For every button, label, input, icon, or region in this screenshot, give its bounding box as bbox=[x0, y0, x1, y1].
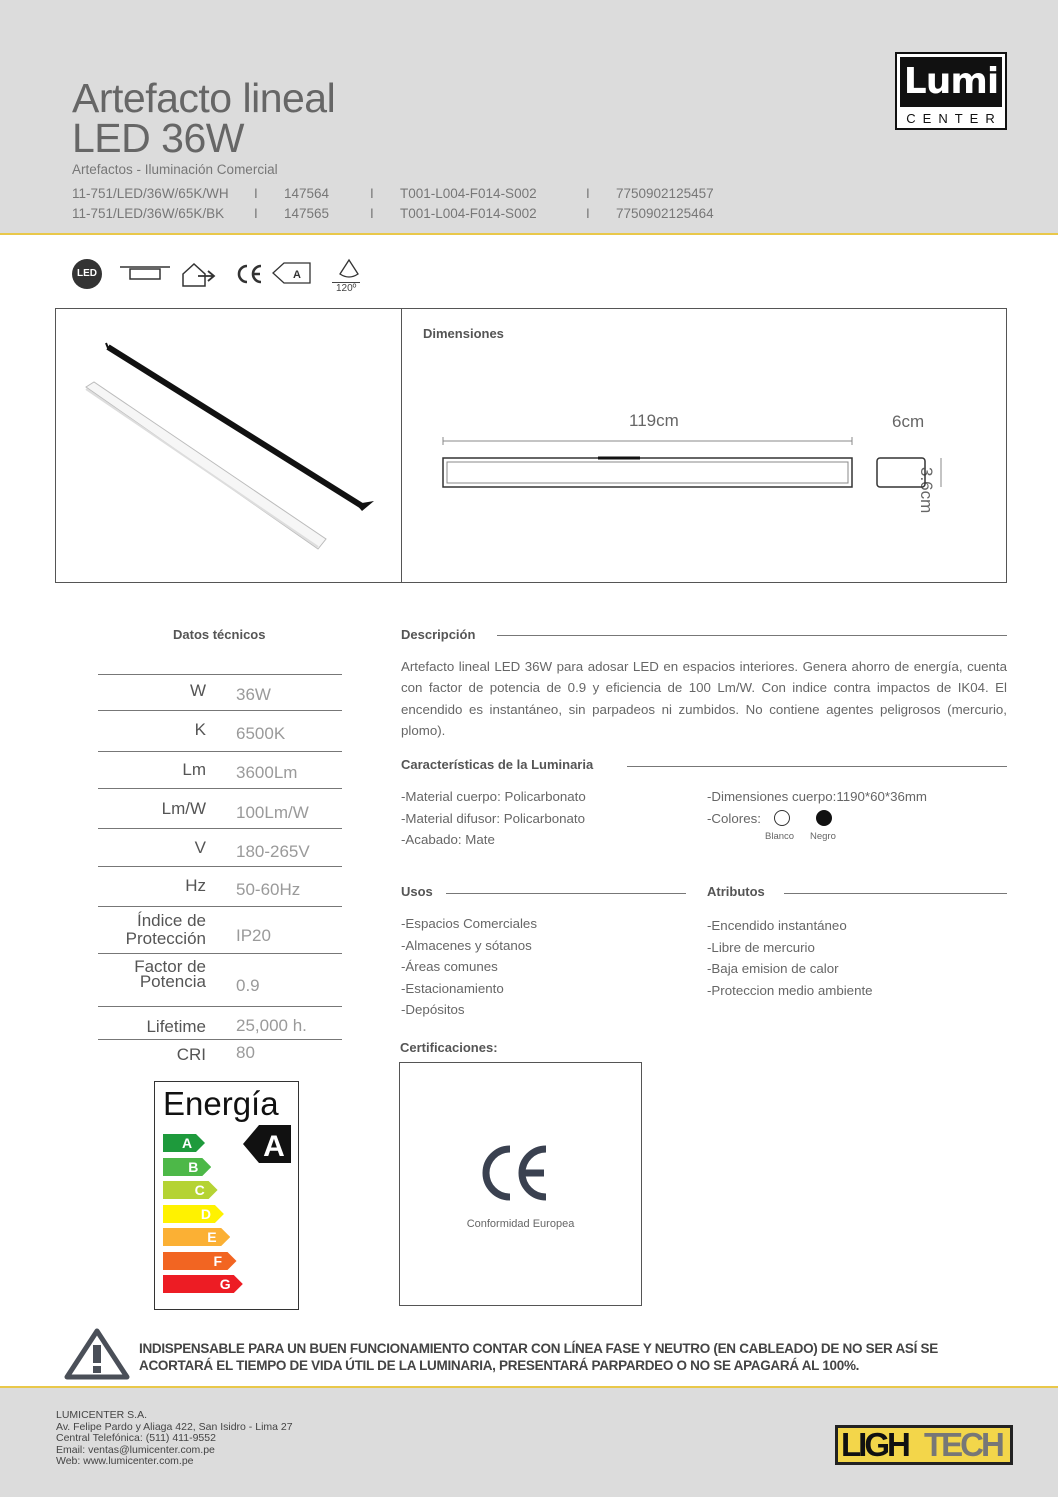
table-row bbox=[98, 710, 342, 751]
certification-box bbox=[399, 1062, 642, 1306]
list-item: -Acabado: Mate bbox=[401, 832, 495, 847]
certification-caption: Conformidad Europea bbox=[466, 1218, 575, 1230]
list-item: -Estacionamiento bbox=[401, 980, 504, 996]
sku: 147565 bbox=[284, 205, 330, 221]
features-list bbox=[401, 786, 586, 851]
color-black-label: Negro bbox=[810, 831, 836, 842]
energy-class-bar bbox=[163, 1275, 243, 1293]
energy-class-bar bbox=[163, 1158, 211, 1176]
table-row bbox=[98, 674, 342, 710]
energy-class-bar bbox=[163, 1205, 224, 1223]
dimension-drawing bbox=[436, 434, 956, 494]
list-item: -Libre de mercurio bbox=[707, 939, 815, 955]
spec-label: W bbox=[189, 681, 206, 700]
product-image-box bbox=[55, 308, 1007, 583]
energy-label bbox=[154, 1081, 299, 1310]
colors-label: -Colores: bbox=[707, 810, 761, 826]
lightech-right: TECH bbox=[924, 1426, 1002, 1463]
beam-angle-label: 120º bbox=[332, 282, 360, 294]
spec-value: 36W bbox=[236, 685, 271, 704]
energy-class-letter: A bbox=[182, 1135, 193, 1151]
ceiling-mount-icon bbox=[120, 264, 170, 284]
list-item: -Encendido instantáneo bbox=[707, 918, 847, 933]
description-text: Artefacto lineal LED 36W para adosar LED en espacios interiores. Genera ahorro de energía, cuenta con factor de potencia de 0.9 y eficiencia de 100 Lm/W. Con indice contra impactos de IK04. El encendido es instantáneo, sin parpadeos ni zumbidos. No contiene agentes peligrosos (mercurio, plomo). bbox=[401, 659, 1007, 738]
spec-label: Lifetime bbox=[146, 1017, 206, 1036]
section-rule bbox=[497, 635, 1007, 636]
section-rule bbox=[446, 893, 686, 894]
ean-code: 7750902125457 bbox=[616, 185, 714, 201]
header bbox=[0, 0, 1058, 235]
warning-icon bbox=[64, 1328, 130, 1380]
spec-value: IP20 bbox=[236, 926, 271, 945]
model-code: 11-751/LED/36W/65K/BK bbox=[72, 205, 225, 221]
certifications-title: Certificaciones: bbox=[400, 1040, 498, 1055]
spec-label: K bbox=[194, 720, 206, 739]
lightech-logo bbox=[835, 1425, 1013, 1465]
color-swatch-black bbox=[816, 810, 832, 826]
energy-class-icon bbox=[272, 262, 312, 284]
logo-bottom: CENTER bbox=[906, 111, 1002, 126]
separator: I bbox=[254, 205, 258, 221]
energy-class-bar bbox=[163, 1228, 230, 1246]
separator: I bbox=[370, 205, 374, 221]
spec-label: Lm bbox=[182, 760, 206, 779]
model-code: 11-751/LED/36W/65K/WH bbox=[72, 185, 229, 201]
list-item: -Proteccion medio ambiente bbox=[707, 982, 873, 998]
width-label: 6cm bbox=[892, 412, 925, 431]
attributes-title: Atributos bbox=[707, 884, 765, 899]
energy-rating: A bbox=[263, 1130, 285, 1163]
features-title: Características de la Luminaria bbox=[401, 757, 594, 772]
list-item: -Material cuerpo: Policarbonato bbox=[401, 789, 586, 804]
company-info bbox=[56, 1410, 293, 1468]
section-rule bbox=[627, 766, 1007, 767]
table-row bbox=[98, 1039, 342, 1069]
ce-mark-icon bbox=[480, 1143, 552, 1203]
table-row bbox=[98, 1006, 342, 1039]
spec-value: 3600Lm bbox=[236, 763, 298, 782]
list-item: -Espacios Comerciales bbox=[401, 916, 537, 931]
length-label: 119cm bbox=[629, 411, 679, 430]
warning-text: INDISPENSABLE PARA UN BUEN FUNCIONAMIENTO CONTAR CON LÍNEA FASE Y NEUTRO (EN CABLEADO) DE NO SER ASÍ SE ACORTARÁ EL TIEMPO DE VIDA ÚTIL DE LA LUMINARIA, PRESENTARÁ PARPARDEO O NO SE APAGARÁ AL 100%. bbox=[139, 1341, 938, 1373]
list-item: -Dimensiones cuerpo:1190*60*36mm bbox=[707, 789, 928, 804]
table-row bbox=[98, 788, 342, 828]
spec-label: Hz bbox=[185, 876, 206, 895]
table-row bbox=[98, 953, 342, 1006]
led-icon: LED bbox=[72, 259, 102, 289]
list-item: -Áreas comunes bbox=[401, 959, 498, 974]
attributes-list bbox=[707, 915, 873, 1001]
product-codes bbox=[72, 183, 714, 223]
ce-mark-icon bbox=[235, 262, 263, 286]
page-title bbox=[72, 75, 336, 161]
sku: 147564 bbox=[284, 185, 330, 201]
tech-data-table bbox=[98, 674, 342, 1069]
lumicenter-logo bbox=[895, 52, 1007, 130]
separator: I bbox=[586, 185, 590, 201]
ean-code: 7750902125464 bbox=[616, 205, 714, 221]
product-photo bbox=[56, 309, 401, 584]
company-email: Email: ventas@lumicenter.com.pe bbox=[56, 1443, 215, 1456]
separator: I bbox=[586, 205, 590, 221]
indoor-use-icon bbox=[180, 260, 216, 288]
spec-value: 25,000 h. bbox=[236, 1016, 307, 1035]
beam-angle-icon bbox=[336, 258, 362, 280]
spec-value: 50-60Hz bbox=[236, 880, 301, 899]
energy-class-label: A bbox=[293, 269, 301, 281]
spec-label: Índice de Protección bbox=[125, 911, 206, 948]
energy-class-letter: F bbox=[213, 1252, 223, 1269]
dimensions-title: Dimensiones bbox=[423, 326, 504, 341]
spec-value: 180-265V bbox=[236, 842, 310, 861]
energy-class-bar bbox=[163, 1181, 218, 1199]
category: Artefactos - Iluminación Comercial bbox=[72, 162, 278, 177]
height-label: 3.6cm bbox=[917, 467, 936, 514]
energy-rating-badge bbox=[243, 1125, 293, 1163]
energy-class-bar bbox=[163, 1134, 205, 1152]
energy-class-letter: E bbox=[207, 1229, 217, 1245]
energy-class-letter: B bbox=[188, 1158, 199, 1175]
spec-value: 6500K bbox=[236, 724, 286, 743]
code-row bbox=[72, 183, 714, 203]
separator: I bbox=[370, 185, 374, 201]
company-name: LUMICENTER S.A. bbox=[56, 1409, 148, 1421]
spec-label: V bbox=[194, 838, 206, 857]
company-address: Av. Felipe Pardo y Aliaga 422, San Isidro - Lima 27 bbox=[56, 1420, 293, 1433]
lightech-left: LIGH bbox=[841, 1426, 908, 1463]
spec-value: 80 bbox=[236, 1043, 255, 1062]
table-row bbox=[98, 866, 342, 906]
divider bbox=[401, 309, 402, 582]
feature-icons bbox=[72, 256, 392, 296]
table-row bbox=[98, 828, 342, 866]
spec-label: CRI bbox=[176, 1045, 206, 1064]
uses-list bbox=[401, 913, 537, 1021]
list-item: -Depósitos bbox=[401, 1002, 465, 1017]
list-item: -Almacenes y sótanos bbox=[401, 937, 532, 953]
color-white-label: Blanco bbox=[765, 831, 795, 842]
logo-top: Lumi bbox=[900, 57, 1002, 107]
uses-title: Usos bbox=[401, 884, 433, 899]
energy-class-letter: C bbox=[194, 1182, 205, 1198]
company-web: Web: www.lumicenter.com.pe bbox=[56, 1455, 194, 1467]
energy-class-bar bbox=[163, 1252, 237, 1270]
energy-class-letter: G bbox=[219, 1276, 231, 1292]
company-phone: Central Telefónica: (511) 411-9552 bbox=[56, 1432, 216, 1444]
color-swatch-white bbox=[774, 810, 790, 826]
description-title: Descripción bbox=[401, 627, 476, 642]
section-rule bbox=[784, 893, 1007, 894]
list-item: -Baja emision de calor bbox=[707, 961, 839, 976]
code-row bbox=[72, 203, 714, 223]
spec-label: Factor de Potencia bbox=[134, 957, 206, 991]
title-line-2: LED 36W bbox=[72, 115, 244, 161]
title-line-1: Artefacto lineal bbox=[72, 75, 336, 121]
tech-data-title: Datos técnicos bbox=[173, 627, 266, 642]
ref-code: T001-L004-F014-S002 bbox=[400, 205, 537, 221]
table-row bbox=[98, 906, 342, 953]
table-row bbox=[98, 751, 342, 788]
spec-label: Lm/W bbox=[161, 799, 206, 818]
list-item: -Material difusor: Policarbonato bbox=[401, 810, 586, 826]
footer bbox=[0, 1386, 1058, 1497]
spec-value: 100Lm/W bbox=[236, 803, 309, 822]
energy-title: Energía bbox=[163, 1085, 279, 1122]
spec-value: 0.9 bbox=[236, 976, 260, 995]
energy-class-letter: D bbox=[200, 1205, 212, 1222]
ref-code: T001-L004-F014-S002 bbox=[400, 185, 537, 201]
separator: I bbox=[254, 185, 258, 201]
